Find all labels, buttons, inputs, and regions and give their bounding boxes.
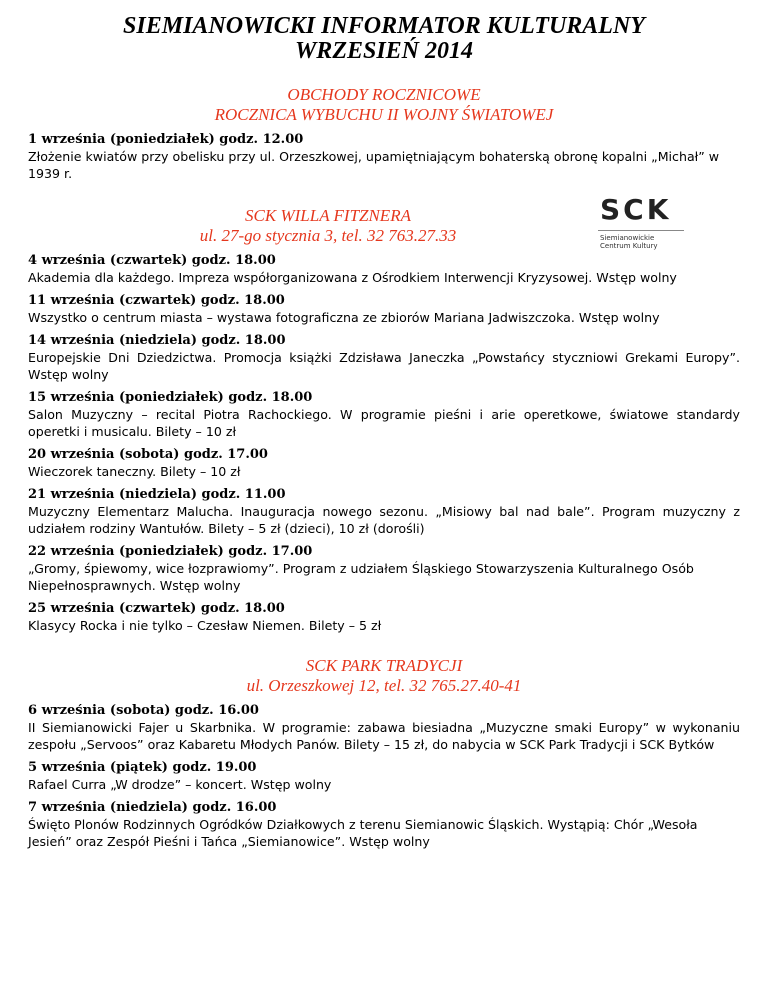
willa-event-list — [28, 252, 740, 634]
event-item — [28, 446, 740, 480]
sck-logo-divider — [598, 230, 684, 231]
event-description: Rafael Curra „W drodze” – koncert. Wstęp wolny — [28, 777, 332, 792]
event-date: 15 września (poniedziałek) godz. 18.00 — [28, 390, 313, 405]
event-description: Salon Muzyczny – recital Piotra Rachockiego. W programie pieśni i arie operetkowe, światowe standardy operetki i musicalu. Bilety – 10 zł — [28, 407, 740, 439]
willa-heading-line-1: SCK WILLA FITZNERA — [245, 206, 411, 225]
event-date: 14 września (niedziela) godz. 18.00 — [28, 333, 286, 348]
park-heading-line-2: ul. Orzeszkowej 12, tel. 32 765.27.40-41 — [246, 676, 522, 695]
anniversary-heading-line-1: OBCHODY ROCZNICOWE — [287, 85, 481, 104]
event-item — [28, 759, 740, 793]
event-item — [28, 131, 740, 182]
event-item — [28, 332, 740, 383]
event-date: 4 września (czwartek) godz. 18.00 — [28, 253, 276, 268]
event-description: Europejskie Dni Dziedzictwa. Promocja książki Zdzisława Janeczka „Powstańcy styczniowi Grekami Europy”. Wstęp wolny — [28, 350, 740, 382]
event-date: 20 września (sobota) godz. 17.00 — [28, 447, 268, 462]
event-description: „Gromy, śpiewomy, wice łozprawiomy”. Program z udziałem Śląskiego Stowarzyszenia Kulturalnego Osób Niepełnosprawnych. Wstęp wolny — [28, 561, 694, 593]
event-description: Wieczorek taneczny. Bilety – 10 zł — [28, 464, 241, 479]
event-item — [28, 543, 740, 594]
title-line-2: WRZESIEŃ 2014 — [294, 38, 474, 64]
event-description: Muzyczny Elementarz Malucha. Inauguracja nowego sezonu. „Misiowy bal nad bale”. Program muzyczny z udziałem rodziny Wantułów. Bilety – 5 zł (dzieci), 10 zł (dorośli) — [28, 504, 740, 536]
sck-logo-subtitle — [600, 234, 658, 250]
event-item — [28, 486, 740, 537]
event-item — [28, 389, 740, 440]
event-date: 22 września (poniedziałek) godz. 17.00 — [28, 544, 313, 559]
event-item — [28, 799, 740, 850]
event-date: 11 września (czwartek) godz. 18.00 — [28, 293, 285, 308]
event-description: Akademia dla każdego. Impreza współorganizowana z Ośrodkiem Interwencji Kryzysowej. Wstęp wolny — [28, 270, 677, 285]
willa-section-header — [28, 193, 740, 250]
event-description: II Siemianowicki Fajer u Skarbnika. W programie: zabawa biesiadna „Muzyczne smaki Europy” w wykonaniu zespołu „Servoos” oraz Kabaretu Młodych Panów. Bilety – 15 zł, do nabycia w SCK Park Tradycji i SCK Bytków — [28, 720, 740, 752]
sck-logo-sub-line-2: Centrum Kultury — [600, 242, 658, 250]
event-description: Święto Plonów Rodzinnych Ogródków Działkowych z terenu Siemianowic Śląskich. Wystąpią: Chór „Wesoła Jesień” oraz Zespół Pieśni i Tańca „Siemianowice”. Wstęp wolny — [28, 817, 698, 849]
anniversary-event-list — [28, 131, 740, 182]
willa-heading-line-2: ul. 27-go stycznia 3, tel. 32 763.27.33 — [199, 226, 457, 245]
sck-logo-mark: SCK — [600, 193, 672, 226]
event-description: Złożenie kwiatów przy obelisku przy ul. Orzeszkowej, upamiętniającym bohaterską obronę kopalni „Michał” w 1939 r. — [28, 149, 720, 181]
event-item — [28, 252, 740, 286]
sck-logo — [596, 193, 686, 250]
title-line-1: SIEMIANOWICKI INFORMATOR KULTURALNY — [123, 13, 645, 39]
willa-heading — [118, 206, 538, 246]
event-date: 5 września (piątek) godz. 19.00 — [28, 760, 257, 775]
anniversary-heading — [28, 85, 740, 125]
anniversary-heading-line-2: ROCZNICA WYBUCHU II WOJNY ŚWIATOWEJ — [214, 105, 554, 124]
event-date: 21 września (niedziela) godz. 11.00 — [28, 487, 286, 502]
event-description: Wszystko o centrum miasta – wystawa fotograficzna ze zbiorów Mariana Jadwiszczoka. Wstęp wolny — [28, 310, 660, 325]
event-item — [28, 702, 740, 753]
event-date: 1 września (poniedziałek) godz. 12.00 — [28, 132, 304, 147]
event-date: 25 września (czwartek) godz. 18.00 — [28, 601, 285, 616]
park-heading — [28, 656, 740, 696]
event-description: Klasycy Rocka i nie tylko – Czesław Niemen. Bilety – 5 zł — [28, 618, 382, 633]
event-item — [28, 600, 740, 634]
event-date: 6 września (sobota) godz. 16.00 — [28, 703, 259, 718]
page-title — [28, 14, 740, 64]
park-event-list — [28, 702, 740, 850]
event-item — [28, 292, 740, 326]
document-page — [28, 14, 740, 850]
park-heading-line-1: SCK PARK TRADYCJI — [305, 656, 463, 675]
event-date: 7 września (niedziela) godz. 16.00 — [28, 800, 277, 815]
sck-logo-sub-line-1: Siemianowickie — [600, 234, 655, 242]
